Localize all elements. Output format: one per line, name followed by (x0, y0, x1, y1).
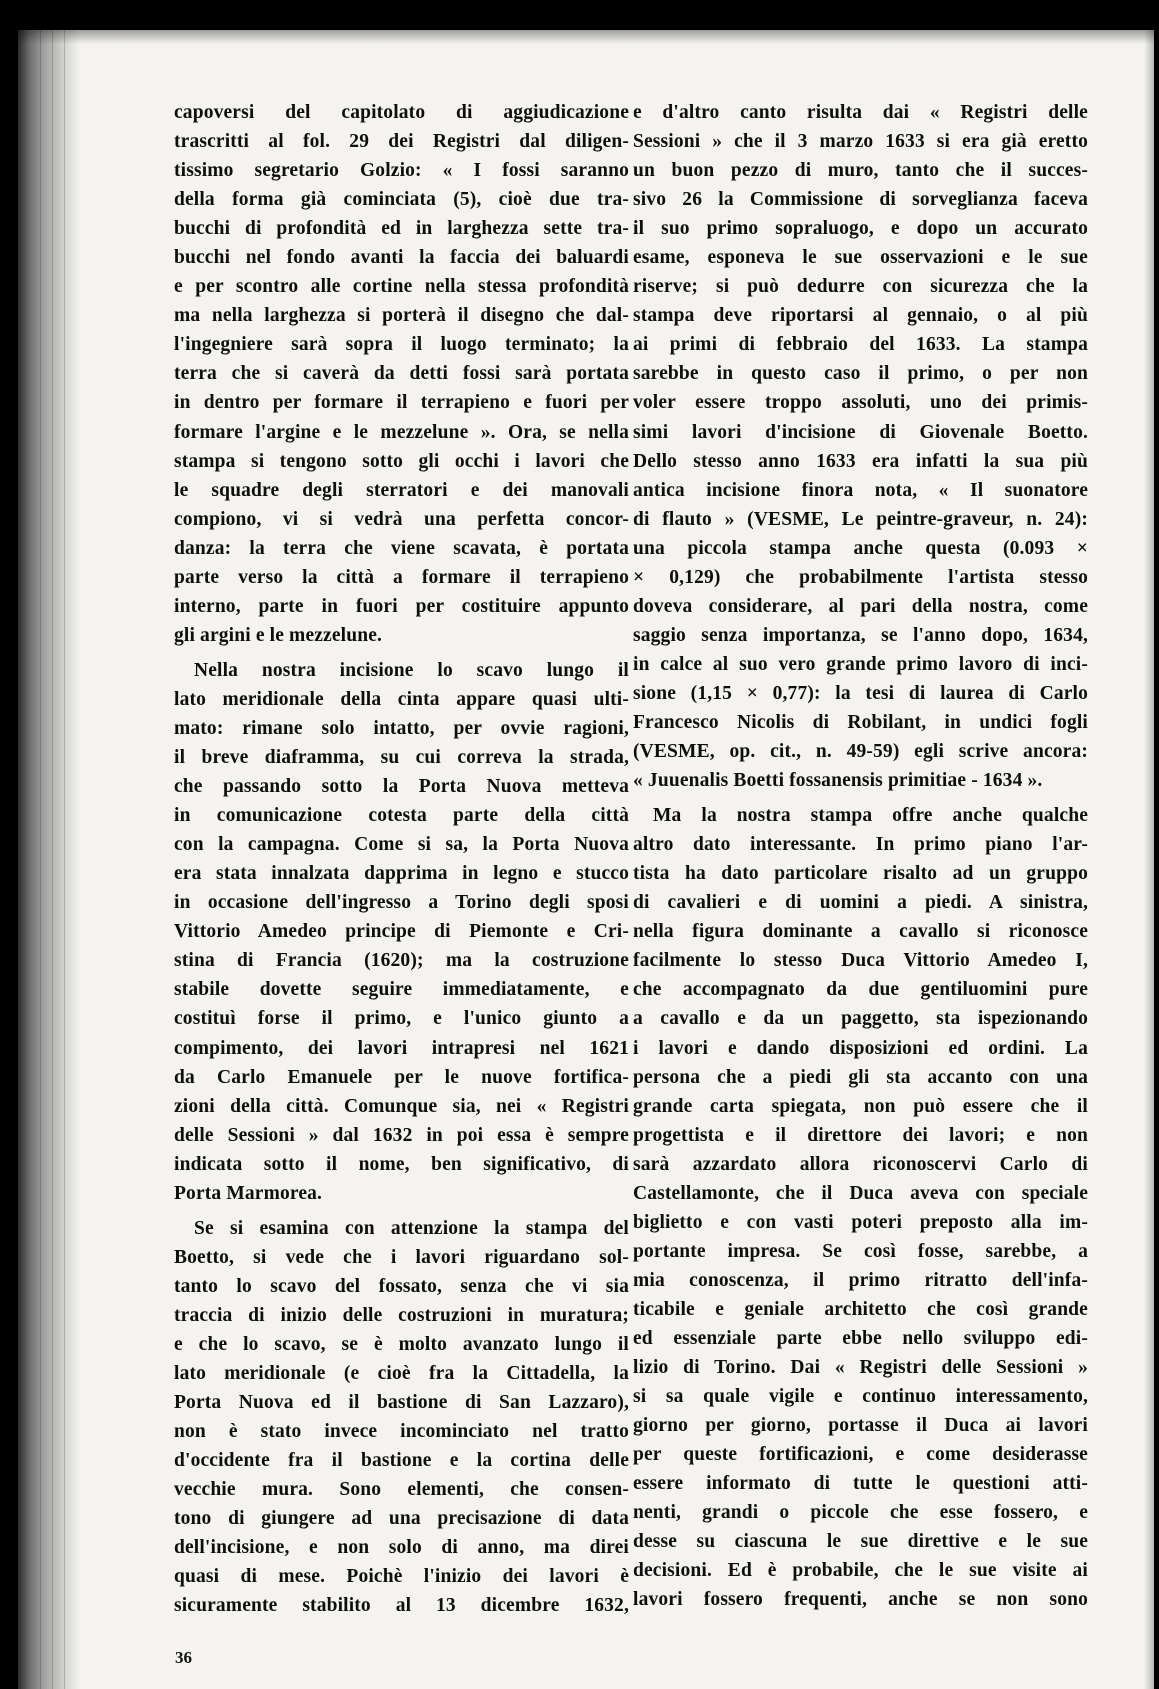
text-line: capoversi del capitolato di aggiudicazione (174, 102, 629, 123)
text-line: lato meridionale della cinta appare quasi ulti- (174, 688, 629, 710)
text-line: terra che si caverà da detti fossi sarà portata (174, 363, 629, 385)
text-line: ai primi di febbraio del 1633. La stampa (633, 334, 1088, 356)
text-line: trascritti al fol. 29 dei Registri dal diligen- (174, 131, 629, 153)
text-line: e che lo scavo, se è molto avanzato lungo il (174, 1333, 629, 1355)
text-line: voler essere troppo assoluti, uno dei primis- (633, 392, 1088, 414)
book-binding-shadow (18, 30, 80, 1689)
text-line: sione (1,15 × 0,77): la tesi di laurea di Carlo (633, 682, 1088, 704)
text-line: non è stato invece incominciato nel tratto (174, 1421, 629, 1443)
text-line: una piccola stampa anche questa (0.093 × (633, 537, 1088, 559)
text-line: il breve diaframma, su cui correva la strada, (174, 747, 629, 769)
text-line: mato: rimane solo intatto, per ovvie ragioni, (174, 717, 629, 739)
text-line: di cavalieri e di uomini a piedi. A sinistra, (633, 892, 1088, 914)
text-line: × 0,129) che probabilmente l'artista stesso (633, 566, 1088, 588)
text-line: d'occidente fra il bastione e la cortina delle (174, 1450, 629, 1472)
text-line: biglietto e con vasti poteri preposto alla im- (633, 1211, 1088, 1233)
text-line: tissimo segretario Golzio: « I fossi saranno (174, 160, 629, 182)
text-line: essere informato di tutte le questioni atti- (633, 1473, 1088, 1495)
text-line: di flauto » (VESME, Le peintre-graveur, n. 24): (633, 508, 1088, 530)
text-line: sivo 26 la Commissione di sorveglianza faceva (633, 189, 1088, 211)
text-line: esame, esponeva le sue osservazioni e le sue (633, 247, 1088, 269)
right-text-column (633, 98, 1088, 1614)
text-line: compimento, dei lavori intrapresi nel 1621 (174, 1037, 629, 1059)
text-line: tono di giungere ad una precisazione di data (174, 1508, 629, 1530)
text-line: decisioni. Ed è probabile, che le sue visite ai (633, 1560, 1088, 1582)
text-line: stina di Francia (1620); ma la costruzione (174, 950, 629, 972)
text-line: Castellamonte, che il Duca aveva con speciale (633, 1182, 1088, 1204)
text-line: indicata sotto il nome, ben significativo, di (174, 1153, 629, 1175)
text-line: sarebbe in questo caso il primo, o per non (633, 363, 1088, 385)
text-line: i lavori e dando disposizioni ed ordini. La (633, 1037, 1088, 1059)
text-line: le squadre degli sterratori e dei manovali (174, 479, 629, 501)
binding-crease (40, 30, 41, 1689)
text-line: compiono, vi si vedrà una perfetta concor- (174, 508, 629, 530)
text-line: Ma la nostra stampa offre anche qualche (653, 805, 1088, 827)
text-line: era stata innalzata dapprima in legno e stucco (174, 863, 629, 885)
text-line: il suo primo sopraluogo, e dopo un accurato (633, 218, 1088, 240)
text-line: delle Sessioni » dal 1632 in poi essa è sempre (174, 1124, 629, 1146)
text-line: sarà azzardato allora riconoscervi Carlo di (633, 1153, 1088, 1175)
text-line: doveva considerare, al pari della nostra, come (633, 595, 1088, 617)
binding-crease (64, 30, 65, 1689)
text-line: che passando sotto la Porta Nuova metteva (174, 776, 629, 798)
text-line: l'ingegniere sarà sopra il luogo terminato; la (174, 334, 629, 356)
text-line: facilmente lo stesso Duca Vittorio Amedeo I, (633, 950, 1088, 972)
text-line: Porta Marmorea. (174, 1182, 323, 1204)
text-line: da Carlo Emanuele per le nuove fortifica- (174, 1066, 629, 1088)
text-line: altro dato interessante. In primo piano l'ar- (633, 834, 1088, 856)
book-page (18, 30, 1154, 1689)
text-line: costituì forse il primo, e l'unico giunto a (174, 1008, 629, 1030)
text-line: portante impresa. Se così fosse, sarebbe, a (633, 1240, 1088, 1262)
text-line: grande carta spiegata, non può essere che il (633, 1095, 1088, 1117)
text-line: simi lavori d'incisione di Giovenale Boetto. (633, 421, 1088, 443)
text-line: ma nella larghezza si porterà il disegno che dal- (174, 305, 629, 327)
text-line: in occasione dell'ingresso a Torino degli sposi (174, 892, 629, 914)
text-line: in dentro per formare il terrapieno e fuori per (174, 392, 629, 414)
text-line: un buon pezzo di muro, tanto che il succes- (633, 160, 1088, 182)
left-text-column (174, 98, 629, 1620)
text-line: Nella nostra incisione lo scavo lungo il (194, 659, 629, 681)
text-line: quasi di mese. Poichè l'inizio dei lavori è (174, 1566, 629, 1588)
text-line: con la campagna. Come si sa, la Porta Nuova (174, 834, 629, 856)
text-line: si sa quale vigile e continuo interessamento, (633, 1386, 1088, 1408)
text-line: Sessioni » che il 3 marzo 1633 si era già eretto (633, 131, 1088, 153)
text-line: in comunicazione cotesta parte della città (174, 805, 629, 827)
text-line: desse su ciascuna le sue direttive e le sue (633, 1531, 1088, 1553)
text-line: sicuramente stabilito al 13 dicembre 1632, (174, 1595, 629, 1617)
top-edge-shadow (18, 30, 1154, 44)
text-line: gli argini e le mezzelune. (174, 624, 383, 646)
text-line: tanto lo scavo del fossato, senza che vi sia (174, 1275, 629, 1297)
text-line: ed essenziale parte ebbe nello sviluppo edi- (633, 1327, 1088, 1349)
text-line: formare l'argine e le mezzelune ». Ora, se nella (174, 421, 629, 443)
text-line: lavori fossero frequenti, anche se non sono (633, 1589, 1088, 1611)
text-line: che accompagnato da due gentiluomini pure (633, 979, 1088, 1001)
text-line: ticabile e geniale architetto che così grande (633, 1298, 1088, 1320)
text-line: persona che a piedi gli sta accanto con una (633, 1066, 1088, 1088)
text-line: in calce al suo vero grande primo lavoro di inci- (633, 653, 1088, 675)
text-line: danza: la terra che viene scavata, è portata (174, 537, 629, 559)
text-line: mia conoscenza, il primo ritratto dell'infa- (633, 1269, 1088, 1291)
text-line: vecchie mura. Sono elementi, che consen- (174, 1479, 629, 1501)
text-line: « Juuenalis Boetti fossanensis primitiae - 1634 ». (633, 770, 1043, 792)
text-line: stabile dovette seguire immediatamente, e (174, 979, 629, 1001)
text-line: a cavallo e da un paggetto, sta ispezionando (633, 1008, 1088, 1030)
text-line: Se si esamina con attenzione la stampa del (194, 1217, 629, 1239)
text-line: traccia di inizio delle costruzioni in muratura; (174, 1304, 629, 1326)
text-line: per queste fortificazioni, e come desiderasse (633, 1444, 1088, 1466)
text-line: saggio senza importanza, se l'anno dopo, 1634, (633, 624, 1088, 646)
text-line: Dello stesso anno 1633 era infatti la sua più (633, 450, 1088, 472)
text-line: parte verso la città a formare il terrapieno (174, 566, 629, 588)
text-line: antica incisione finora nota, « Il suonatore (633, 479, 1088, 501)
text-line: Boetto, si vede che i lavori riguardano sol- (174, 1246, 629, 1268)
text-line: stampa si tengono sotto gli occhi i lavori che (174, 450, 629, 472)
text-line: nenti, grandi o piccole che esse fossero, e (633, 1502, 1088, 1524)
text-line: bucchi nel fondo avanti la faccia dei baluardi (174, 247, 629, 269)
text-line: dell'incisione, e non solo di anno, ma direi (174, 1537, 629, 1559)
text-line: Vittorio Amedeo principe di Piemonte e Cri- (174, 921, 629, 943)
text-line: giorno per giorno, portasse il Duca ai lavori (633, 1415, 1088, 1437)
text-line: lizio di Torino. Dai « Registri delle Sessioni » (633, 1357, 1088, 1379)
text-line: interno, parte in fuori per costituire appunto (174, 595, 629, 617)
text-line: e per scontro alle cortine nella stessa profondità (174, 276, 629, 298)
text-line: e d'altro canto risulta dai « Registri delle (633, 102, 1088, 123)
text-line: zioni della città. Comunque sia, nei « Registri (174, 1095, 629, 1117)
text-line: nella figura dominante a cavallo si riconosce (633, 921, 1088, 943)
text-line: Porta Nuova ed il bastione di San Lazzaro), (174, 1392, 629, 1414)
text-line: (VESME, op. cit., n. 49-59) egli scrive ancora: (633, 741, 1088, 763)
text-line: Francesco Nicolis di Robilant, in undici fogli (633, 711, 1088, 733)
text-line: riserve; si può dedurre con sicurezza che la (633, 276, 1088, 298)
right-edge-shadow (1144, 30, 1154, 1689)
text-line: della forma già cominciata (5), cioè due tra- (174, 189, 629, 211)
page-number: 36 (175, 1648, 192, 1667)
text-line: bucchi di profondità ed in larghezza sette tra- (174, 218, 629, 240)
text-line: stampa deve riportarsi al gennaio, o al più (633, 305, 1088, 327)
text-line: tista ha dato particolare risalto ad un gruppo (633, 863, 1088, 885)
text-line: lato meridionale (e cioè fra la Cittadella, la (174, 1363, 629, 1385)
binding-crease (52, 30, 53, 1689)
text-line: progettista e il direttore dei lavori; e non (633, 1124, 1088, 1146)
